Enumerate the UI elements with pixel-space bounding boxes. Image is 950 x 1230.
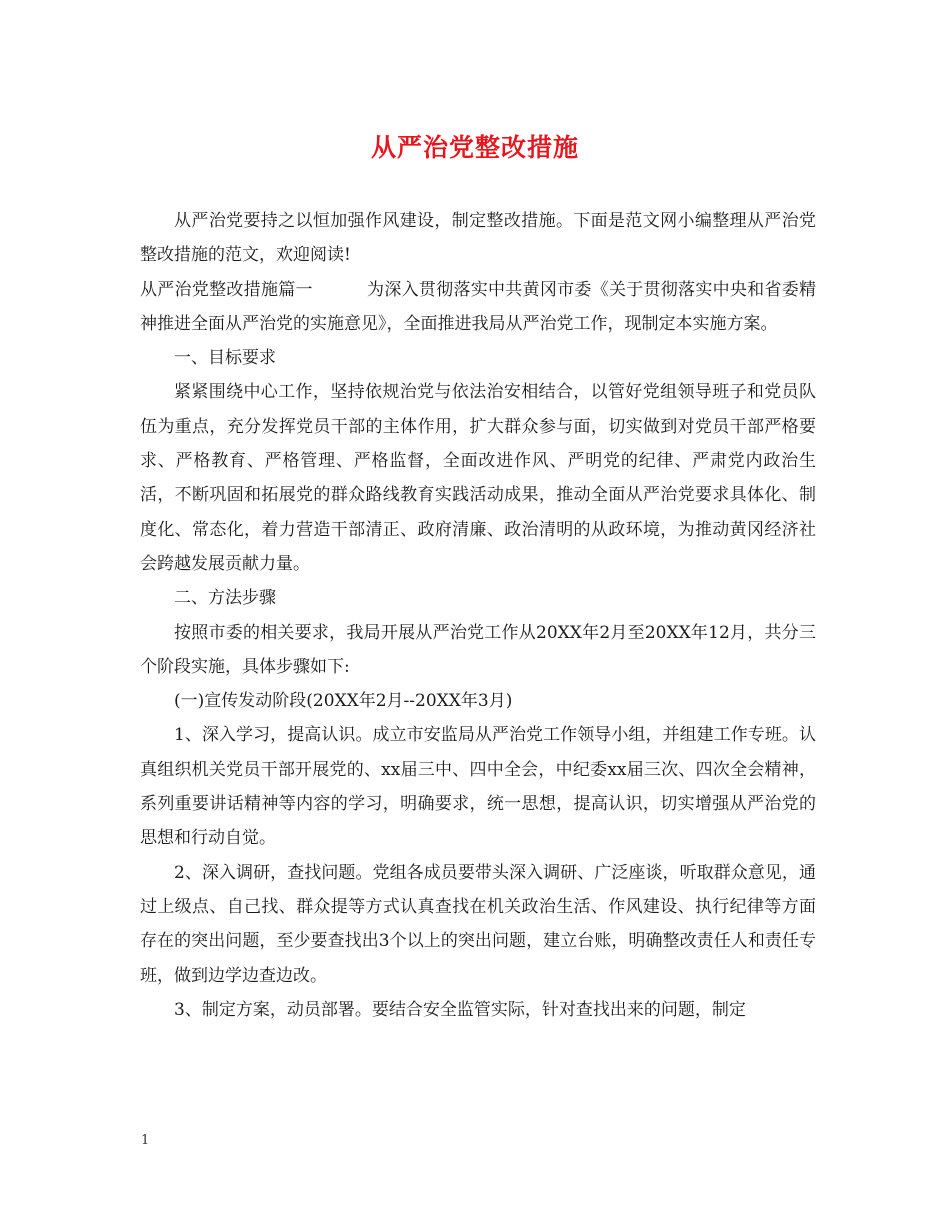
chapter-paragraph (140, 273, 816, 342)
chapter-text: 为深入贯彻落实中共黄冈市委《关于贯彻落实中央和省委精神推进全面从严治党的实施意见》，全面推进我局从严治党工作，现制定本实施方案。 (140, 279, 817, 334)
paragraph-item-2: 2、深入调研，查找问题。党组各成员要带头深入调研、广泛座谈，听取群众意见，通过上级点、自己找、群众提等方式认真查找在机关政治生活、作风建设、执行纪律等方面存在的突出问题，至少要查找出3个以上的突出问题，建立台账，明确整改责任人和责任专班，做到边学边查边改。 (140, 862, 816, 986)
subsection-heading-1: (一)宣传发动阶段(20XX年2月--20XX年3月) (174, 691, 513, 712)
intro-paragraph: 从严治党要持之以恒加强作风建设，制定整改措施。下面是范文网小编整理从严治党整改措施的范文，欢迎阅读! (140, 211, 816, 266)
page-number: 1 (141, 1133, 150, 1148)
chapter-label: 从严治党整改措施篇一 (140, 279, 313, 300)
section-heading-2: 二、方法步骤 (174, 588, 276, 609)
paragraph-item-3: 3、制定方案，动员部署。要结合安全监管实际，针对查找出来的问题，制定 (174, 999, 746, 1020)
paragraph-goals: 紧紧围绕中心工作，坚持依规治党与依法治安相结合，以管好党组领导班子和党员队伍为重点，充分发挥党员干部的主体作用，扩大群众参与面，切实做到对党员干部严格要求、严格教育、严格管理、严格监督，全面改进作风、严明党的纪律、严肃党内政治生活，不断巩固和拓展党的群众路线教育实践活动成果，推动全面从严治党要求具体化、制度化、常态化，着力营造干部清正、政府清廉、政治清明的从政环境，为推动黄冈经济社会跨越发展贡献力量。 (140, 382, 816, 574)
document-title: 从严治党整改措施 (370, 133, 579, 162)
section-heading-1: 一、目标要求 (174, 348, 276, 369)
document-body (140, 204, 816, 1027)
paragraph-steps: 按照市委的相关要求，我局开展从严治党工作从20XX年2月至20XX年12月，共分三个阶段实施，具体步骤如下: (140, 622, 816, 677)
paragraph-item-1: 1、深入学习，提高认识。成立市安监局从严治党工作领导小组，并组建工作专班。认真组织机关党员干部开展党的、xx届三中、四中全会，中纪委xx届三次、四次全会精神，系列重要讲话精神等内容的学习，明确要求，统一思想，提高认识，切实增强从严治党的思想和行动自觉。 (140, 725, 816, 849)
